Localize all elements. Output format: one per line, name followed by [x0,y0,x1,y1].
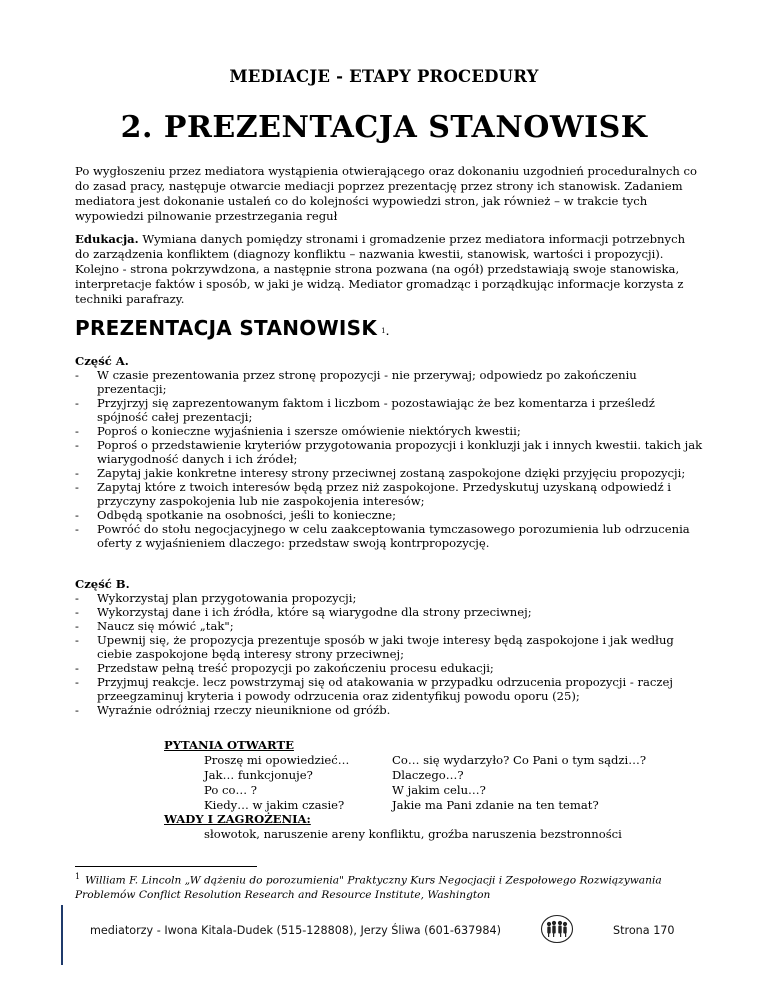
list-item: - Przedstaw pełną treść propozycji po zakończeniu procesu edukacji; [75,661,705,675]
part-b [75,577,705,717]
list-item: - Poproś o konieczne wyjaśnienia i szersze omówienie niektórych kwestii; [75,424,705,438]
question-item: Po co… ? [204,783,257,797]
question-item: Kiedy… w jakim czasie? [204,798,345,812]
open-questions-col2 [392,753,684,813]
section-title-tail: . [385,328,390,337]
footnote-ref-link[interactable]: 1 [381,327,386,335]
part-a-title: Część A. [75,354,129,368]
footer-authors: mediatorzy - Iwona Kitala-Dudek (515-128808), Jerzy Śliwa (601-637984) [90,924,502,937]
footer-page-number: Strona 170 [613,924,675,937]
question-item: Proszę mi opowiedzieć… [204,753,350,767]
page-title: 2. PREZENTACJA STANOWISK [120,110,648,145]
list-item: - Poproś o przedstawienie kryteriów przygotowania propozycji i konkluzji jak i innych kwestii. takich jak wiarygodność danych i ich źródeł; [75,438,705,466]
footnote [75,870,715,902]
part-b-title: Część B. [75,577,130,591]
list-item: - Przyjmuj reakcje. lecz powstrzymaj się od atakowania w przypadku odrzucenia propozycji - raczej przeegzaminuj kryteria i powody odrzucenia oraz zidentyfikuj powodu oporu (25); [75,675,705,703]
footnote-text: William F. Lincoln „W dążeniu do porozumienia" Praktyczny Kurs Negocjacji i Zespołowego Rozwiązywania Problemów Conflict Resolution Research and Resource Institute, Washington [75,874,662,901]
list-item: - Przyjrzyj się zaprezentowanym faktom i liczbom - pozostawiając że bez komentarza i prześledź spójność całej prezentacji; [75,396,705,424]
question-item: W jakim celu…? [392,783,486,797]
intro-paragraph: Po wygłoszeniu przez mediatora wystąpienia otwierającego oraz dokonaniu uzgodnień proceduralnych co do zasad pracy, następuje otwarcie mediacji poprzez prezentację przez strony ich stanowisk. Zadaniem mediatora jest dokonanie ustaleń co do kolejności wypowiedzi stron, jak również – w trakcie tych wypowiedzi pilnowanie przestrzegania reguł [75,164,697,223]
list-item: - W czasie prezentowania przez stronę propozycji - nie przerywaj; odpowiedz po zakończeniu prezentacji; [75,368,705,396]
part-a-list [75,368,705,550]
part-a [75,354,705,550]
section-title-text: PREZENTACJA STANOWISK [75,316,378,340]
list-item: - Wykorzystaj dane i ich źródła, które są wiarygodne dla strony przeciwnej; [75,605,705,619]
open-questions-columns [164,753,684,813]
open-questions-title: PYTANIA OTWARTE [164,738,294,752]
education-label: Edukacja. [75,232,139,246]
section-title [75,316,389,340]
open-questions [164,738,684,813]
list-item: - Upewnij się, że propozycja prezentuje sposób w jaki twoje interesy będą zaspokojone i jak według ciebie zaspokojone będą interesy strony przeciwnej; [75,633,705,661]
open-questions-col1 [164,753,392,813]
question-item: Jak… funkcjonuje? [204,768,313,782]
people-group-icon [540,914,574,944]
question-item: Co… się wydarzyło? Co Pani o tym sądzi…? [392,753,647,767]
footer-left-rule [61,905,63,965]
part-b-list [75,591,705,717]
threats-title: WADY I ZAGROŻENIA: [164,812,311,826]
list-item: - Zapytaj jakie konkretne interesy strony przeciwnej zostaną zaspokojone dzięki przyjęciu propozycji; [75,466,705,480]
education-text: Wymiana danych pomiędzy stronami i gromadzenie przez mediatora informacji potrzebnych do zarządzenia konfliktem (diagnozy konfliktu – nazwania kwestii, stanowisk, wartości i propozycji). Kolejno - strona pokrzywdzona, a następnie strona pozwana (na ogół) przedstawiają swoje stanowiska, interpretacje faktów i sposób, w jaki je widzą. Mediator gromadząc i porządkując informacje korzysta z techniki parafrazy. [75,232,686,306]
question-item: Jakie ma Pani zdanie na ten temat? [392,798,599,812]
list-item: - Wyraźnie odróżniaj rzeczy nieuniknione od gróźb. [75,703,705,717]
list-item: - Odbędą spotkanie na osobności, jeśli to konieczne; [75,508,705,522]
footnote-divider [75,866,257,867]
list-item: - Zapytaj które z twoich interesów będą przez niż zaspokojone. Przedyskutuj uzyskaną odpowiedź i przyczyny zaspokojenia lub nie zaspokojenia interesów; [75,480,705,508]
list-item: - Powróć do stołu negocjacyjnego w celu zaakceptowania tymczasowego porozumienia lub odrzucenia oferty z wyjaśnieniem dlaczego: przedstaw swoją kontrpropozycję. [75,522,705,550]
footnote-number: 1 [75,872,81,881]
question-item: Dlaczego…? [392,768,464,782]
document-header-title: MEDIACJE - ETAPY PROCEDURY [229,67,539,86]
threats-section [164,812,724,842]
list-item: - Naucz się mówić „tak"; [75,619,705,633]
threats-text: słowotok, naruszenie areny konfliktu, groźba naruszenia bezstronności [204,827,622,841]
education-paragraph [75,232,700,307]
list-item: - Wykorzystaj plan przygotowania propozycji; [75,591,705,605]
